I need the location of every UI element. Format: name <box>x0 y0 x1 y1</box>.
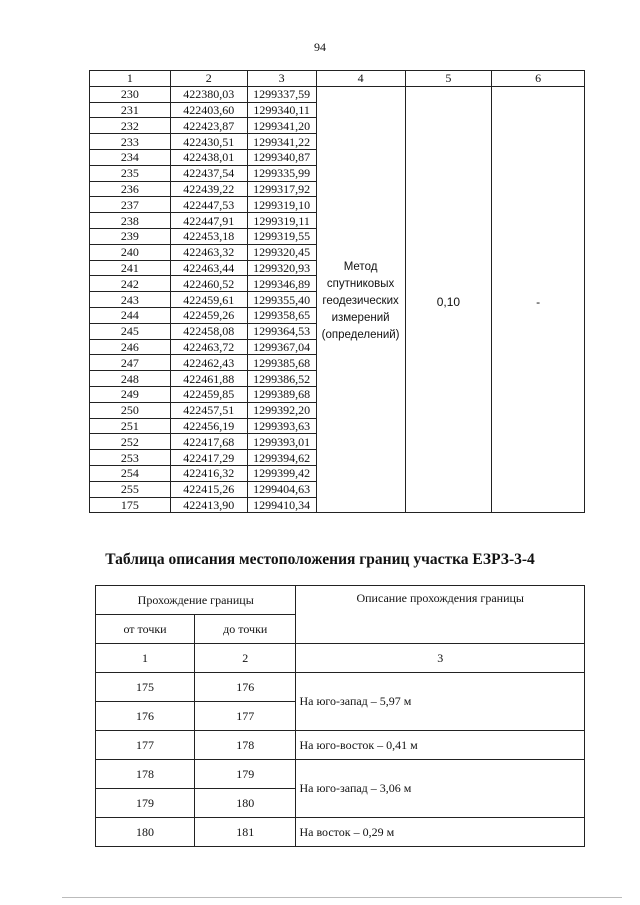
coord-cell: 422460,52 <box>170 276 247 292</box>
coord-cell: 422453,18 <box>170 228 247 244</box>
coord-cell: 252 <box>90 434 171 450</box>
boundary-description: На юго-запад – 5,97 м <box>296 673 585 731</box>
method-cell <box>316 86 405 513</box>
coord-cell: 422463,72 <box>170 339 247 355</box>
coord-cell: 236 <box>90 181 171 197</box>
coord-cell: 238 <box>90 213 171 229</box>
coord-cell: 243 <box>90 292 171 308</box>
coord-cell: 1299319,55 <box>247 228 316 244</box>
coord-cell: 1299367,04 <box>247 339 316 355</box>
method-line: геодезических <box>322 295 399 308</box>
coord-cell: 1299399,42 <box>247 465 316 481</box>
coord-header-cell: 2 <box>170 71 247 87</box>
coord-cell: 250 <box>90 402 171 418</box>
from-point: 180 <box>96 818 195 847</box>
column-number: 3 <box>296 644 585 673</box>
table-row <box>96 760 585 789</box>
coordinates-table <box>89 70 585 513</box>
coord-cell: 422417,29 <box>170 450 247 466</box>
coord-cell: 422463,44 <box>170 260 247 276</box>
coord-cell: 1299320,93 <box>247 260 316 276</box>
coord-cell: 231 <box>90 102 171 118</box>
coord-cell: 254 <box>90 465 171 481</box>
coord-header-cell: 4 <box>316 71 405 87</box>
method-line: (определений) <box>321 329 400 342</box>
coord-cell: 1299410,34 <box>247 497 316 513</box>
coord-cell: 1299392,20 <box>247 402 316 418</box>
coord-cell: 1299319,10 <box>247 197 316 213</box>
coord-cell: 232 <box>90 118 171 134</box>
coord-cell: 248 <box>90 371 171 387</box>
coord-cell: 230 <box>90 86 171 102</box>
coord-cell: 246 <box>90 339 171 355</box>
coord-cell: 422456,19 <box>170 418 247 434</box>
coord-cell: 1299340,11 <box>247 102 316 118</box>
boundary-colnum-row <box>96 644 585 673</box>
coord-cell: 1299386,52 <box>247 371 316 387</box>
coord-cell: 1299335,99 <box>247 165 316 181</box>
column-number: 1 <box>96 644 195 673</box>
coord-header-cell: 3 <box>247 71 316 87</box>
coord-cell: 1299341,20 <box>247 118 316 134</box>
coord-cell: 244 <box>90 307 171 323</box>
coord-cell: 253 <box>90 450 171 466</box>
coord-cell: 422438,01 <box>170 149 247 165</box>
boundary-description-table <box>95 585 585 847</box>
to-point: 177 <box>195 702 296 731</box>
coord-cell: 422416,32 <box>170 465 247 481</box>
header-to: до точки <box>195 615 296 644</box>
from-point: 178 <box>96 760 195 789</box>
coord-cell: 422459,26 <box>170 307 247 323</box>
coord-header-cell: 6 <box>492 71 585 87</box>
coord-cell: 1299340,87 <box>247 149 316 165</box>
coord-cell: 242 <box>90 276 171 292</box>
boundary-header-row <box>96 586 585 615</box>
coord-cell: 422463,32 <box>170 244 247 260</box>
header-passage: Прохождение границы <box>96 586 296 615</box>
coord-cell: 422403,60 <box>170 102 247 118</box>
coord-cell: 245 <box>90 323 171 339</box>
coord-cell: 1299393,63 <box>247 418 316 434</box>
coord-cell: 1299385,68 <box>247 355 316 371</box>
coord-cell: 251 <box>90 418 171 434</box>
accuracy-cell: 0,10 <box>405 86 492 513</box>
table-row <box>96 673 585 702</box>
coord-cell: 422462,43 <box>170 355 247 371</box>
to-point: 180 <box>195 789 296 818</box>
method-line: спутниковых <box>326 278 395 291</box>
coord-cell: 422380,03 <box>170 86 247 102</box>
coord-cell: 422458,08 <box>170 323 247 339</box>
from-point: 177 <box>96 731 195 760</box>
coord-header-cell: 5 <box>405 71 492 87</box>
coord-cell: 1299346,89 <box>247 276 316 292</box>
coord-cell: 422437,54 <box>170 165 247 181</box>
coord-header-cell: 1 <box>90 71 171 87</box>
coord-cell: 239 <box>90 228 171 244</box>
table-row <box>96 731 585 760</box>
coord-cell: 175 <box>90 497 171 513</box>
coord-cell: 1299337,59 <box>247 86 316 102</box>
to-point: 178 <box>195 731 296 760</box>
coord-cell: 422447,91 <box>170 213 247 229</box>
coord-cell: 1299389,68 <box>247 386 316 402</box>
coord-cell: 237 <box>90 197 171 213</box>
from-point: 175 <box>96 673 195 702</box>
to-point: 179 <box>195 760 296 789</box>
coord-cell: 1299393,01 <box>247 434 316 450</box>
to-point: 176 <box>195 673 296 702</box>
coord-cell: 422457,51 <box>170 402 247 418</box>
coord-cell: 422461,88 <box>170 371 247 387</box>
coord-cell: 1299320,45 <box>247 244 316 260</box>
coord-cell: 1299404,63 <box>247 481 316 497</box>
method-line: измерений <box>331 312 390 325</box>
footer-rule <box>62 897 622 898</box>
coord-cell: 422413,90 <box>170 497 247 513</box>
coord-cell: 233 <box>90 134 171 150</box>
from-point: 176 <box>96 702 195 731</box>
boundary-description: На восток – 0,29 м <box>296 818 585 847</box>
boundary-table-title: Таблица описания местоположения границ участка ЕЗРЗ-3-4 <box>105 551 535 568</box>
coord-cell: 422417,68 <box>170 434 247 450</box>
coord-cell: 1299317,92 <box>247 181 316 197</box>
coord-cell: 1299364,53 <box>247 323 316 339</box>
note-cell: - <box>492 86 585 513</box>
coord-cell: 255 <box>90 481 171 497</box>
boundary-description: На юго-восток – 0,41 м <box>296 731 585 760</box>
coord-cell: 422423,87 <box>170 118 247 134</box>
coord-cell: 1299394,62 <box>247 450 316 466</box>
coord-cell: 240 <box>90 244 171 260</box>
to-point: 181 <box>195 818 296 847</box>
coord-cell: 241 <box>90 260 171 276</box>
coord-cell: 1299319,11 <box>247 213 316 229</box>
boundary-description: На юго-запад – 3,06 м <box>296 760 585 818</box>
page-number: 94 <box>314 40 326 54</box>
header-from: от точки <box>96 615 195 644</box>
method-line: Метод <box>343 261 378 274</box>
coord-cell: 422459,61 <box>170 292 247 308</box>
coord-cell: 422415,26 <box>170 481 247 497</box>
coord-cell: 235 <box>90 165 171 181</box>
coord-cell: 422447,53 <box>170 197 247 213</box>
from-point: 179 <box>96 789 195 818</box>
coord-cell: 1299341,22 <box>247 134 316 150</box>
coord-cell: 249 <box>90 386 171 402</box>
header-description: Описание прохождения границы <box>296 586 585 644</box>
coord-cell: 422439,22 <box>170 181 247 197</box>
coord-cell: 234 <box>90 149 171 165</box>
coord-cell: 247 <box>90 355 171 371</box>
coord-cell: 422430,51 <box>170 134 247 150</box>
column-number: 2 <box>195 644 296 673</box>
coord-header-row <box>90 71 585 87</box>
coord-cell: 1299355,40 <box>247 292 316 308</box>
table-row <box>90 86 585 102</box>
coord-cell: 1299358,65 <box>247 307 316 323</box>
coord-cell: 422459,85 <box>170 386 247 402</box>
table-row <box>96 818 585 847</box>
